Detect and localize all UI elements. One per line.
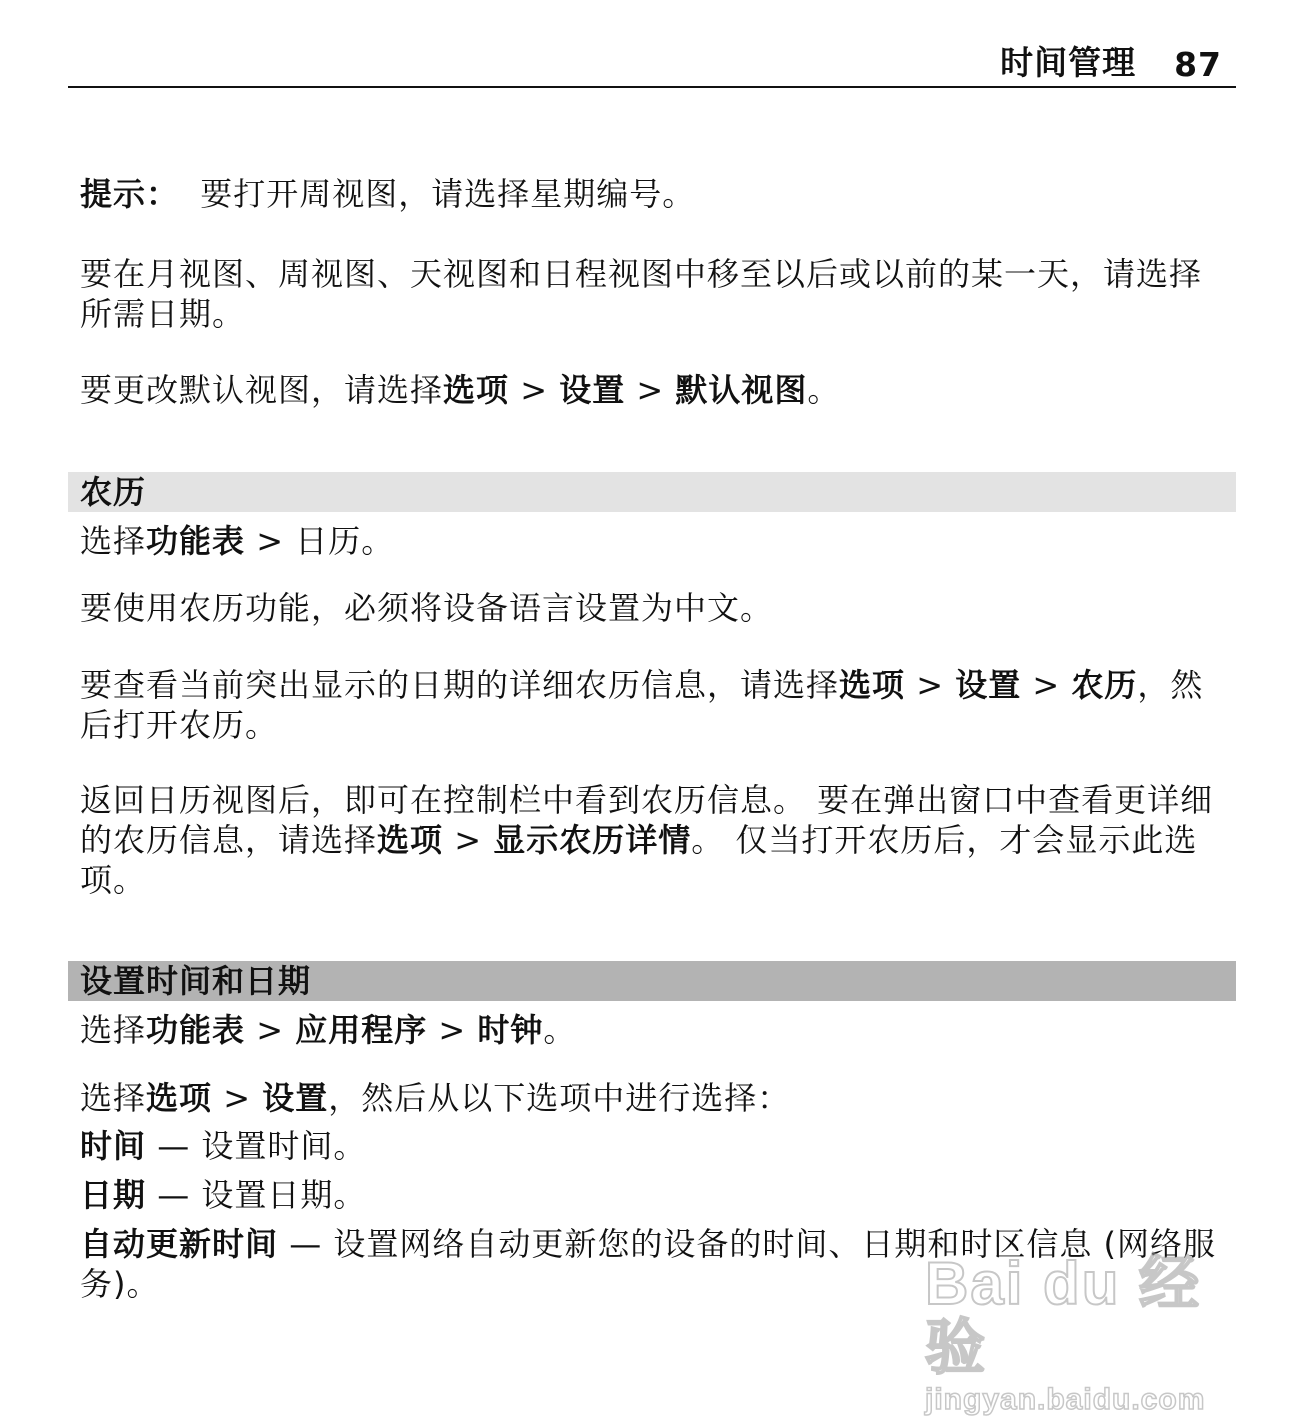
menu-clock: 时钟 bbox=[477, 1011, 544, 1049]
menu-options: 选项 bbox=[443, 371, 510, 409]
lunar-path-suffix: 。 bbox=[361, 522, 395, 560]
time-date-settings-paragraph bbox=[80, 1078, 1230, 1118]
path-separator: > bbox=[1021, 666, 1072, 704]
menu-calendar: 日历 bbox=[295, 522, 362, 560]
lunar-path-paragraph bbox=[80, 521, 1230, 561]
baidu-watermark bbox=[925, 1250, 1225, 1416]
default-view-paragraph bbox=[80, 370, 1230, 410]
option-item-time bbox=[80, 1126, 1230, 1166]
path-separator: > bbox=[443, 821, 494, 859]
option-item-date bbox=[80, 1175, 1230, 1215]
default-view-suffix: 。 bbox=[807, 371, 841, 409]
tip-text: 要打开周视图，请选择星期编号。 bbox=[200, 175, 696, 213]
menu-functions: 功能表 bbox=[146, 522, 246, 560]
chapter-title: 时间管理 bbox=[1000, 43, 1137, 82]
option-desc: — 设置日期。 bbox=[146, 1176, 367, 1214]
lunar-popup-paragraph bbox=[80, 780, 1230, 900]
lunar-detail-paragraph bbox=[80, 665, 1230, 745]
option-desc: — 设置网络自动更新您的设备的时间、日期和时区信息 (网络服务)。 bbox=[80, 1225, 1217, 1303]
running-header bbox=[68, 40, 1236, 88]
menu-applications: 应用程序 bbox=[295, 1011, 428, 1049]
path-separator: > bbox=[245, 1011, 296, 1049]
lunar-detail-suffix: ，然后打开农历。 bbox=[80, 666, 1204, 744]
watermark-logo: Bai du 经验 bbox=[925, 1250, 1202, 1381]
option-term: 日期 bbox=[80, 1176, 147, 1214]
watermark-url: jingyan.baidu.com bbox=[925, 1383, 1206, 1416]
lunar-popup-suffix: 。 仅当打开农历后，才会显示此选项。 bbox=[80, 821, 1198, 899]
menu-settings: 设置 bbox=[262, 1079, 329, 1117]
lunar-detail-prefix: 要查看当前突出显示的日期的详细农历信息，请选择 bbox=[80, 666, 840, 704]
page-number: 87 bbox=[1174, 45, 1222, 84]
path-separator: > bbox=[905, 666, 956, 704]
section-heading-time-date: 设置时间和日期 bbox=[68, 961, 1236, 1001]
time-date-path-paragraph bbox=[80, 1010, 1230, 1050]
tip-label: 提示： bbox=[80, 175, 180, 213]
lunar-popup-prefix: 返回日历视图后，即可在控制栏中看到农历信息。 要在弹出窗口中查看更详细的农历信息，请选择 bbox=[80, 781, 1214, 859]
tip-paragraph bbox=[80, 174, 1230, 214]
option-term: 自动更新时间 bbox=[80, 1225, 279, 1263]
menu-options: 选项 bbox=[839, 666, 906, 704]
menu-options: 选项 bbox=[377, 821, 444, 859]
lunar-language-paragraph: 要使用农历功能，必须将设备语言设置为中文。 bbox=[80, 589, 774, 627]
path-separator: > bbox=[509, 371, 560, 409]
menu-lunar: 农历 bbox=[1071, 666, 1138, 704]
settings-suffix: ，然后从以下选项中进行选择： bbox=[328, 1079, 791, 1117]
move-day-paragraph: 要在月视图、周视图、天视图和日程视图中移至以后或以前的某一天，请选择所需日期。 bbox=[80, 255, 1203, 333]
path-separator: > bbox=[212, 1079, 263, 1117]
lunar-path-prefix: 选择 bbox=[80, 522, 147, 560]
time-date-path-prefix: 选择 bbox=[80, 1011, 147, 1049]
path-separator: > bbox=[245, 522, 296, 560]
menu-settings: 设置 bbox=[559, 371, 626, 409]
menu-settings: 设置 bbox=[955, 666, 1022, 704]
menu-options: 选项 bbox=[146, 1079, 213, 1117]
option-desc: — 设置时间。 bbox=[146, 1127, 367, 1165]
default-view-prefix: 要更改默认视图，请选择 bbox=[80, 371, 444, 409]
path-separator: > bbox=[625, 371, 676, 409]
menu-functions: 功能表 bbox=[146, 1011, 246, 1049]
menu-show-lunar-details: 显示农历详情 bbox=[493, 821, 692, 859]
settings-prefix: 选择 bbox=[80, 1079, 147, 1117]
path-separator: > bbox=[427, 1011, 478, 1049]
menu-default-view: 默认视图 bbox=[675, 371, 808, 409]
time-date-path-suffix: 。 bbox=[543, 1011, 577, 1049]
section-heading-lunar: 农历 bbox=[68, 472, 1236, 512]
option-term: 时间 bbox=[80, 1127, 147, 1165]
